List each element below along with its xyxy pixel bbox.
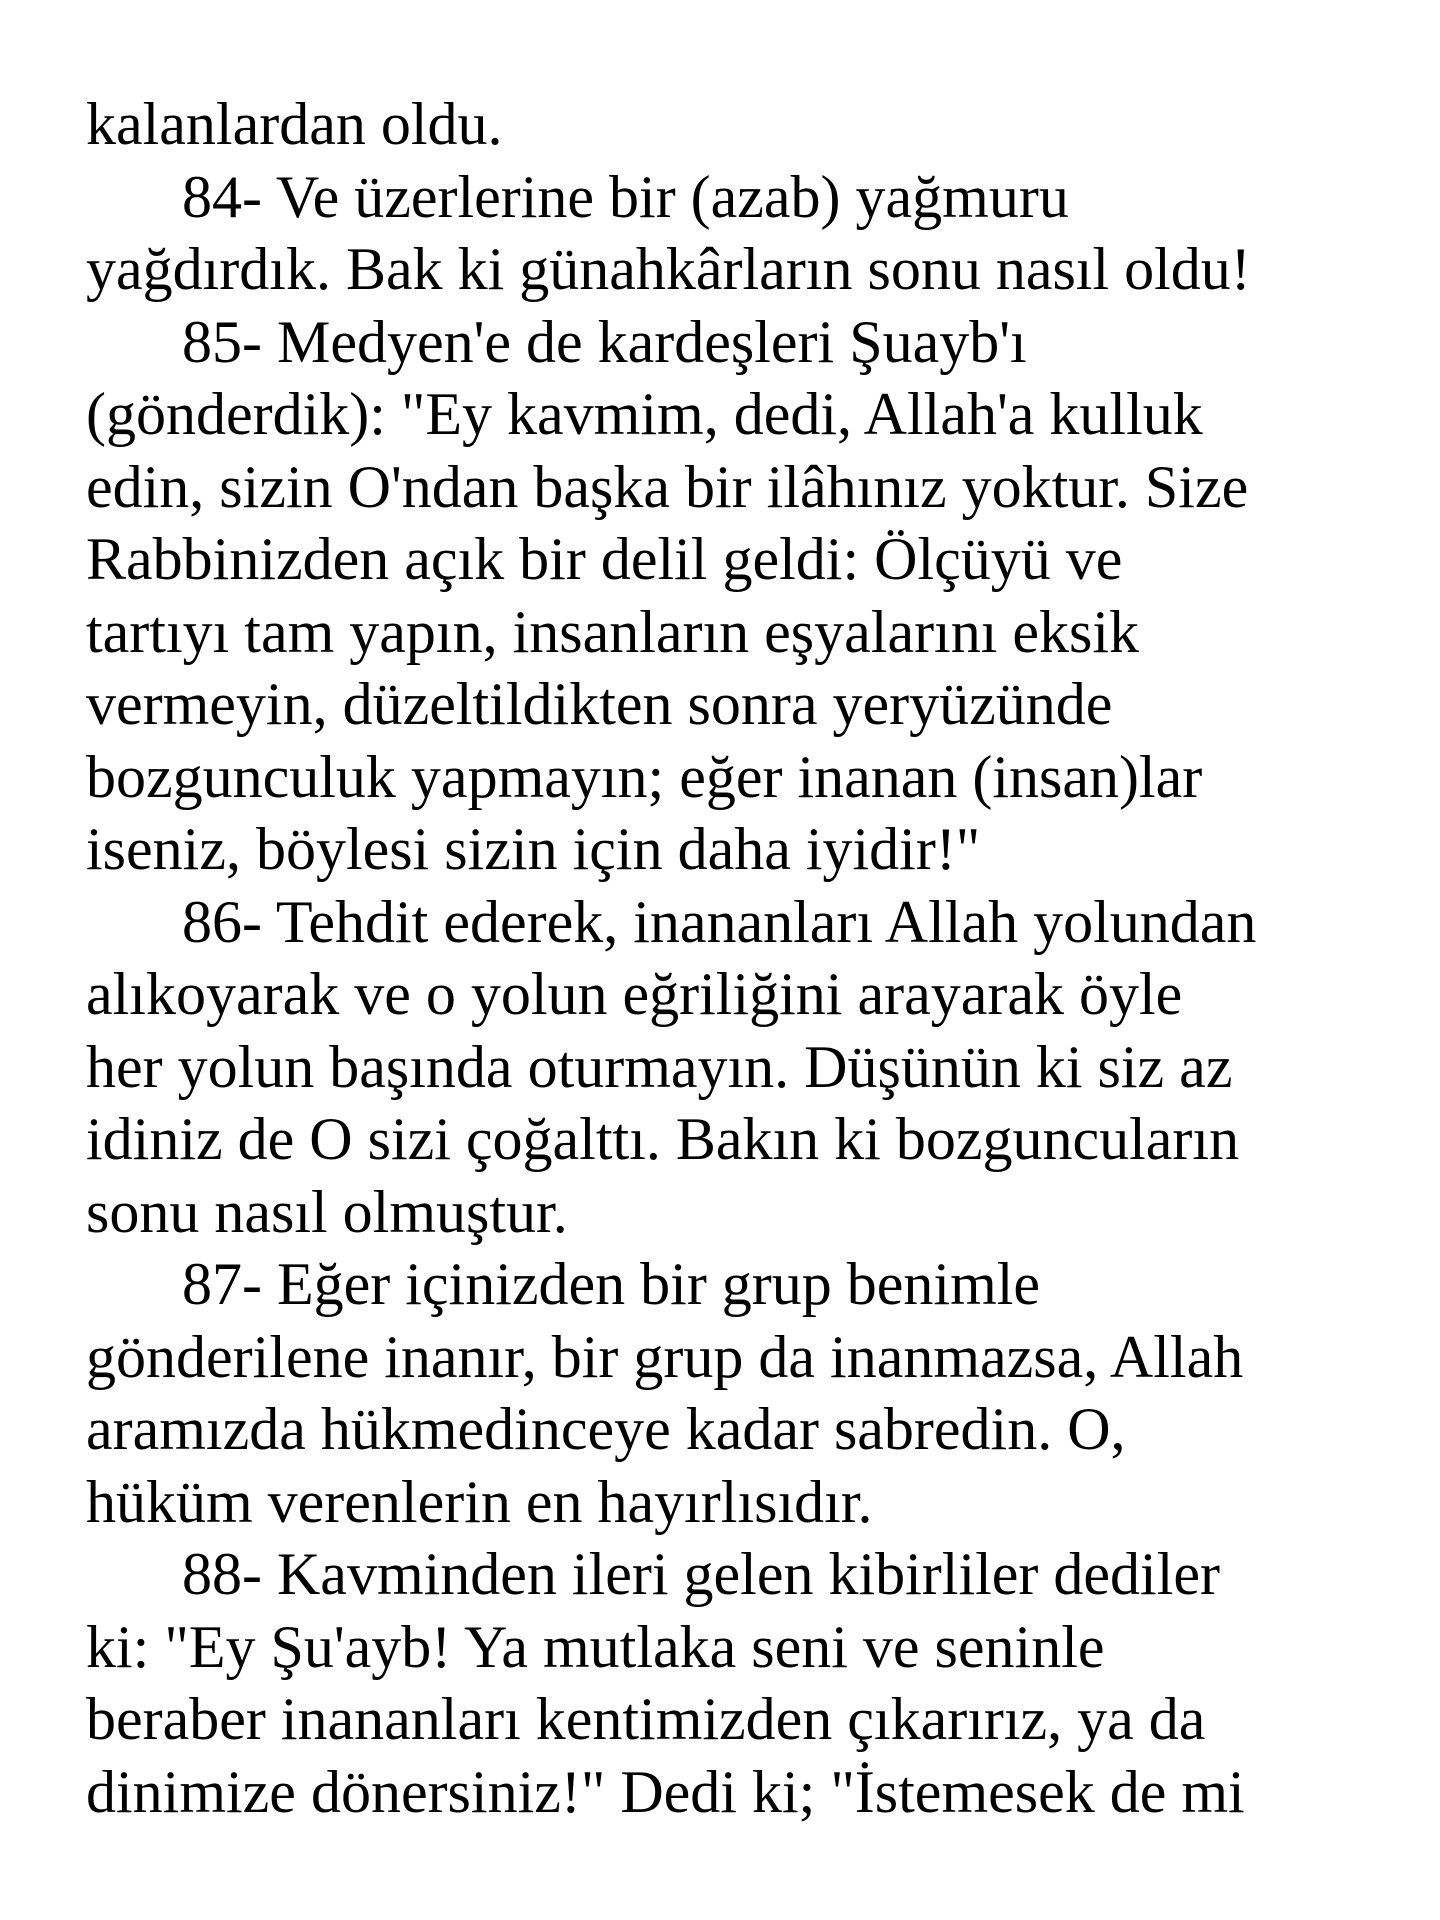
text-line: vermeyin, düzeltildikten sonra yeryüzünde (86, 671, 1113, 737)
text-line: sonu nasıl olmuştur. (86, 1178, 568, 1245)
text-line: hüküm verenlerin en hayırlısıdır. (86, 1468, 873, 1535)
verse-84-start: 84- Ve üzerlerine bir (azab) yağmuru (182, 163, 1069, 230)
text-line: idiniz de O sizi çoğalttı. Bakın ki bozguncuların (86, 1106, 1240, 1172)
document-page (86, 88, 1386, 1828)
text-line: bozgunculuk yapmayın; eğer inanan (insan)lar (86, 743, 1203, 810)
text-line: edin, sizin O'ndan başka bir ilâhınız yoktur. Size (86, 453, 1249, 520)
verse-87-start: 87- Eğer içinizden bir grup benimle (182, 1251, 1041, 1317)
text-line: ki: "Ey Şu'ayb! Ya mutlaka seni ve seninle (86, 1613, 1105, 1680)
text-line: Rabbinizden açık bir delil geldi: Ölçüyü ve (86, 526, 1123, 592)
text-line: her yolun başında oturmayın. Düşünün ki siz az (86, 1033, 1233, 1100)
text-line: aramızda hükmedinceye kadar sabredin. O, (86, 1396, 1126, 1462)
text-line: tartıyı tam yapın, insanların eşyalarını eksik (86, 598, 1140, 665)
text-line: kalanlardan oldu. (86, 91, 503, 157)
text-line: yağdırdık. Bak ki günahkârların sonu nasıl oldu! (86, 236, 1251, 302)
text-line: (gönderdik): "Ey kavmim, dedi, Allah'a kulluk (86, 381, 1203, 447)
text-line: alıkoyarak ve o yolun eğriliğini arayarak öyle (86, 961, 1183, 1027)
text-line: iseniz, böylesi sizin için daha iyidir!" (86, 816, 981, 882)
verse-85-start: 85- Medyen'e de kardeşleri Şuayb'ı (182, 308, 1027, 375)
text-line: dinimize dönersiniz!" Dedi ki; "İstemesek de mi (86, 1758, 1245, 1825)
text-line: gönderilene inanır, bir grup da inanmazsa, Allah (86, 1323, 1244, 1390)
verse-88-start: 88- Kavminden ileri gelen kibirliler dediler (182, 1541, 1220, 1607)
verse-86-start: 86- Tehdit ederek, inananları Allah yolundan (182, 888, 1257, 955)
text-line: beraber inananları kentimizden çıkarırız, ya da (86, 1686, 1206, 1752)
